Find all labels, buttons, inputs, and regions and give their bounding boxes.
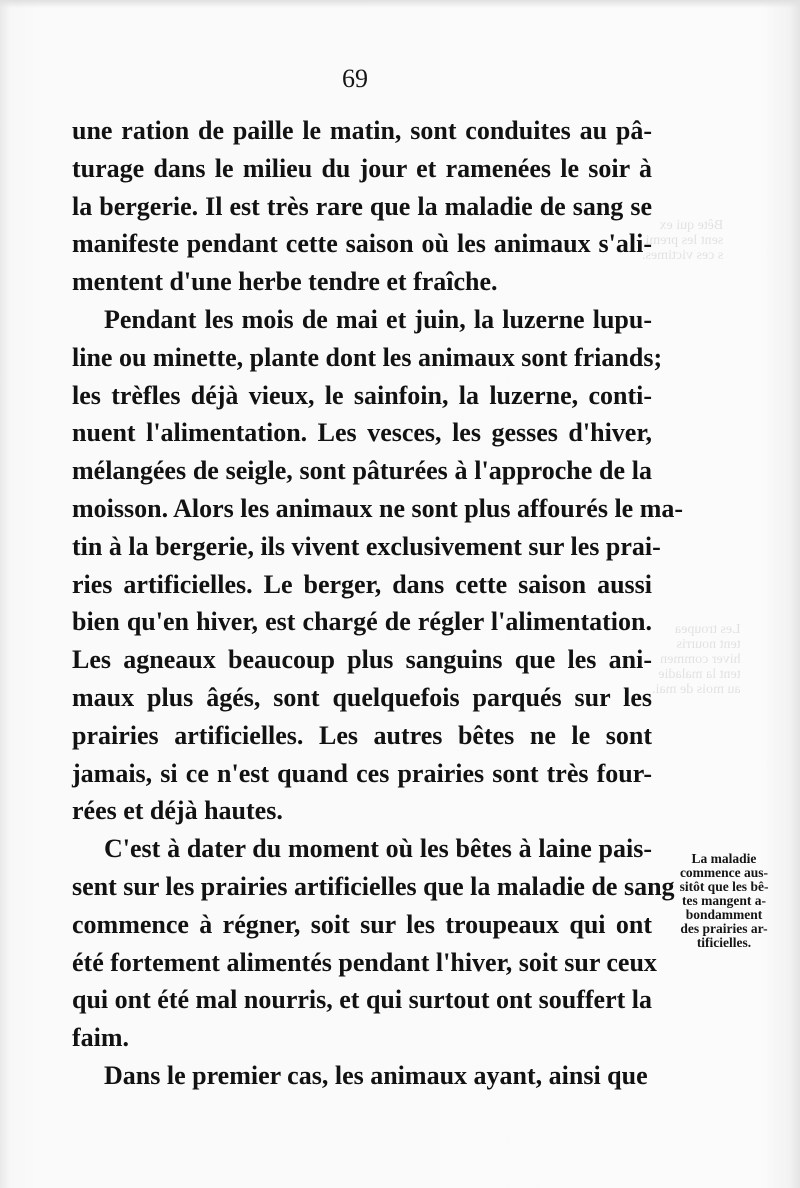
text-line: mentent d'une herbe tendre et fraîche. xyxy=(72,267,498,297)
text-line: manifeste pendant cette saison où les animaux s'ali- xyxy=(72,229,652,259)
text-line: line ou minette, plante dont les animaux sont friands; xyxy=(72,342,663,372)
margin-note-line: tes mangent a- xyxy=(682,893,766,908)
text-line: qui ont été mal nourris, et qui surtout ont souffert la xyxy=(72,985,652,1015)
text-line: été fortement alimentés pendant l'hiver, soit sur ceux xyxy=(72,947,657,977)
show-through: Les troupea tent nourris hiver commen tent la maladie au mois de mai. xyxy=(652,622,741,697)
margin-note-line: sitôt que les bê- xyxy=(679,879,769,894)
text-line: nuent l'alimentation. Les vesces, les gesses d'hiver, xyxy=(72,418,652,448)
text-line: commence à régner, soit sur les troupeaux qui ont xyxy=(72,909,652,939)
text-line: la bergerie. Il est très rare que la maladie de sang se xyxy=(72,191,652,221)
text-line: C'est à dater du moment où les bêtes à laine pais- xyxy=(104,834,652,864)
margin-note xyxy=(660,852,788,950)
text-line: sent sur les prairies artificielles que la maladie de sang xyxy=(72,871,675,901)
page-shadow xyxy=(0,0,800,8)
text-line: mélangées de seigle, sont pâturées à l'approche de la xyxy=(72,456,652,486)
text-line: bien qu'en hiver, est chargé de régler l'alimentation. xyxy=(72,607,652,637)
text-line: Les agneaux beaucoup plus sanguins que les ani- xyxy=(72,645,652,675)
text-line: jamais, si ce n'est quand ces prairies sont très four- xyxy=(72,758,652,788)
margin-note-line: commence aus- xyxy=(679,865,769,880)
text-line: faim. xyxy=(72,1023,130,1053)
text-line: rées et déjà hautes. xyxy=(72,796,283,826)
text-line: Pendant les mois de mai et juin, la luzerne lupu- xyxy=(104,304,652,334)
margin-note-line: bondamment xyxy=(685,907,763,922)
show-through: Bête qui ex sent les premi s ces victimes. xyxy=(642,218,724,263)
margin-note-line: tificielles. xyxy=(696,935,752,950)
text-line: tin à la bergerie, ils vivent exclusivement sur les prai- xyxy=(72,531,661,561)
text-line: turage dans le milieu du jour et ramenées le soir à xyxy=(72,153,652,183)
margin-note-line: des prairies ar- xyxy=(680,921,768,936)
text-line: Dans le premier cas, les animaux ayant, ainsi que xyxy=(104,1060,648,1090)
text-line: ries artificielles. Le berger, dans cette saison aussi xyxy=(72,569,652,599)
text-line: une ration de paille le matin, sont conduites au pâ- xyxy=(72,116,652,145)
text-line: prairies artificielles. Les autres bêtes ne le sont xyxy=(72,720,652,750)
text-line: moisson. Alors les animaux ne sont plus affourés le ma- xyxy=(72,493,684,523)
text-line: maux plus âgés, sont quelquefois parqués sur les xyxy=(72,682,652,712)
page-number: 69 xyxy=(342,64,368,93)
text-line: les trèfles déjà vieux, le sainfoin, la luzerne, conti- xyxy=(72,380,652,410)
margin-note-line: La maladie xyxy=(691,851,757,866)
